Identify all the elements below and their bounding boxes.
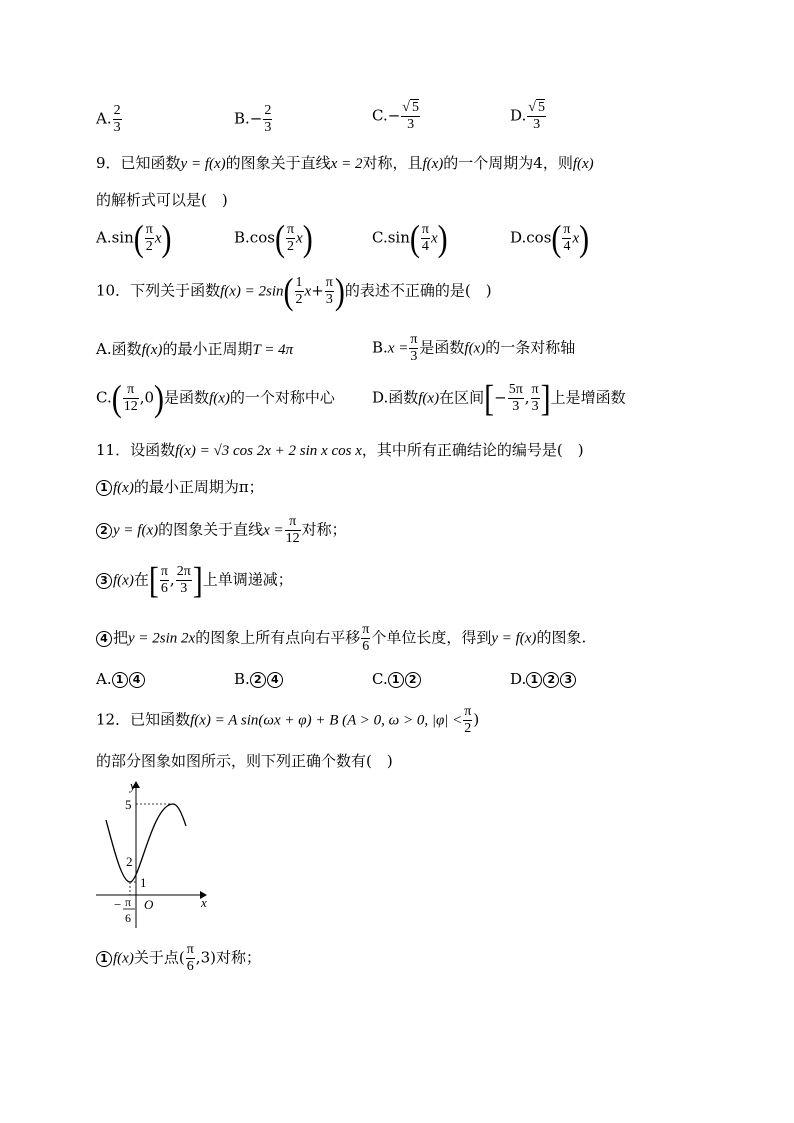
q11-option-d: D. 1 2 3: [510, 670, 577, 688]
q11-option-b: B. 2 4: [234, 670, 284, 688]
y-max-label: 5: [125, 797, 132, 812]
q11-statement-1: 1 f(x)的最小正周期为π；: [96, 476, 264, 497]
q9-option-a: A.sin( $\frac{\pi}{2}$ x): [96, 217, 172, 259]
q9-option-b: B.cos( $\frac{\pi}{2}$ x): [234, 217, 313, 259]
q11-statement-3: 3 f(x)在[ $\frac{\pi}{6}$ , $\frac{2\pi}{3}$ ]上单调递减；: [96, 564, 293, 597]
q8-option-b: B.− $\frac{2}{3}$: [234, 103, 272, 136]
q11-statement-4: 4 把y = 2sin 2x的图象上所有点向右平移 $\frac{\pi}{6}$ 个单位长度，得到y = f(x)的图象.: [96, 622, 586, 655]
x-axis-label: x: [201, 895, 207, 910]
q12-function-graph: [96, 778, 216, 930]
q12-stem-line2: 的部分图象如图所示，则下列正确个数有( ): [96, 752, 393, 770]
q8-option-c: C.− $\frac{√ 5}{3}$: [372, 100, 419, 133]
q9-option-c: C.sin( $\frac{\pi}{4}$ x): [372, 217, 448, 259]
q11-option-a: A. 1 4: [96, 670, 146, 688]
q10-option-b: B.x = $\frac{\pi}{3}$ 是函数f(x)的一条对称轴: [372, 332, 576, 365]
q9-option-d: D.cos( $\frac{\pi}{4}$ x): [510, 217, 590, 259]
q8-option-d: D. $\frac{√ 5}{3}$: [510, 100, 545, 133]
x-min-num: π: [125, 895, 132, 909]
x-min-den: 6: [125, 911, 131, 925]
q11-stem: 11．设函数f(x) = √3 cos 2x + 2 sin x cos x，其中所有正确结论的编号是( ): [96, 441, 584, 459]
q9-stem-line1: 9．已知函数y = f(x)的图象关于直线x = 2对称，且f(x)的一个周期为4，则f(x): [96, 154, 594, 172]
y-min-label: 1: [140, 875, 147, 890]
sine-curve: [106, 804, 186, 882]
q12-stem-line1: 12．已知函数f(x) = A sin(ωx + φ) + B (A > 0, ω > 0, |φ| < $\frac{\pi}{2}$ ): [96, 704, 480, 737]
x-min-sign: −: [114, 897, 122, 912]
q12-statement-1: 1 f(x)关于点( $\frac{\pi}{6}$ ,3)对称；: [96, 942, 261, 975]
q9-stem-line2: 的解析式可以是( ): [96, 191, 228, 209]
y-intercept-label: 2: [126, 854, 133, 869]
y-axis-label: y: [130, 778, 136, 793]
q10-option-d: D.函数f(x)在区间[− $\frac{5\pi}{3}$ , $\frac{\pi}{3}$ ]上是增函数: [372, 377, 626, 419]
q11-statement-2: 2 y = f(x)的图象关于直线x = $\frac{\pi}{12}$ 对称；: [96, 514, 347, 547]
q10-stem: 10．下列关于函数f(x) = 2sin( $\frac{1}{2}$ x+ $\frac{\pi}{3}$ )的表述不正确的是( ): [96, 270, 492, 312]
q8-option-a: A. $\frac{2}{3}$: [96, 103, 121, 136]
q11-option-c: C. 1 2: [372, 670, 422, 688]
origin-label: O: [144, 897, 154, 912]
q10-option-a: A.函数f(x)的最小正周期T = 4π: [96, 340, 294, 358]
q10-option-c: C.( $\frac{\pi}{12}$ ,0)是函数f(x)的一个对称中心: [96, 377, 335, 419]
